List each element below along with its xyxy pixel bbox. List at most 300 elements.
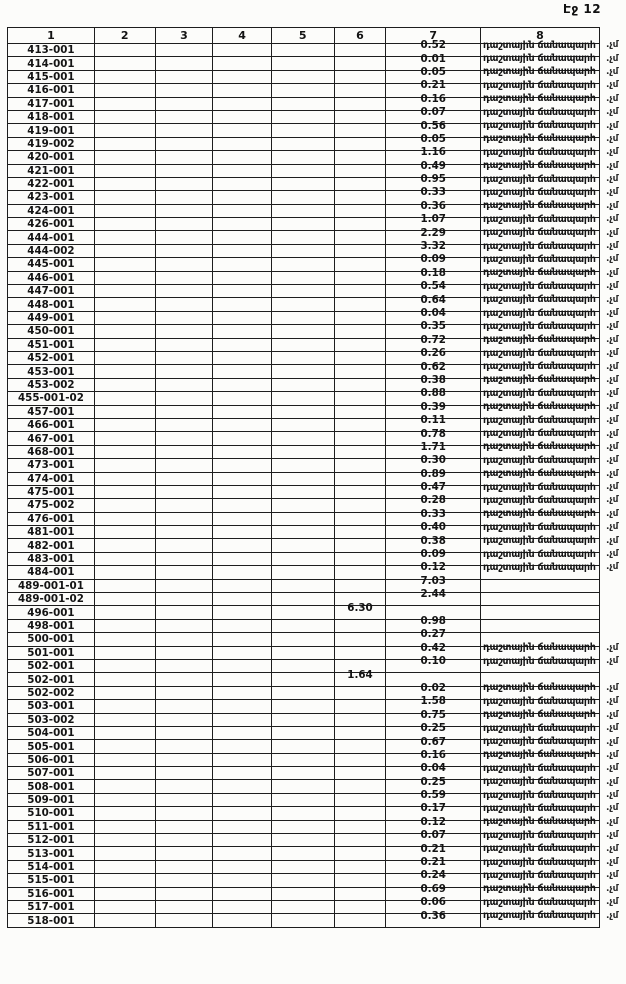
cell-col4	[213, 57, 272, 70]
cell-land-use-text: դաշտային ճանապարհ	[483, 481, 596, 493]
cell-col2	[94, 244, 155, 257]
cell-col5	[271, 459, 334, 472]
cell-col4	[213, 767, 272, 780]
cell-parcel-id-text: 422-001	[27, 178, 75, 191]
cell-land-use-text: դաշտային ճանապարհ	[483, 548, 596, 560]
cell-col5	[271, 860, 334, 873]
margin-note-text: .չմ	[605, 682, 619, 693]
cell-parcel-id	[8, 459, 95, 472]
cell-col5	[271, 901, 334, 914]
cell-col5	[271, 820, 334, 833]
cell-land-use-text: դաշտային ճանապարհ	[483, 521, 596, 533]
cell-col3	[155, 539, 213, 552]
margin-note-text: .չմ	[605, 241, 619, 252]
cell-parcel-id	[8, 177, 95, 190]
cell-col4	[213, 44, 272, 57]
cell-col2	[94, 218, 155, 231]
cell-col4	[213, 365, 272, 378]
cell-parcel-id	[8, 512, 95, 525]
cell-col4	[213, 793, 272, 806]
margin-note-text: .չմ	[605, 321, 619, 332]
cell-col5	[271, 258, 334, 271]
cell-col4	[213, 177, 272, 190]
margin-note-text: .չմ	[605, 749, 619, 760]
cell-land-use-text: դաշտային ճանապարհ	[483, 53, 596, 65]
margin-note	[599, 910, 625, 927]
margin-note	[599, 562, 625, 579]
table-row	[8, 606, 626, 619]
margin-note-text: .չմ	[605, 147, 619, 158]
cell-col7-value-text: 0.25	[420, 775, 446, 788]
cell-parcel-id-text: 451-001	[27, 338, 75, 351]
cell-col2	[94, 271, 155, 284]
cell-col7-value-text: 0.25	[420, 722, 446, 735]
cell-col4	[213, 378, 272, 391]
cell-col7-value-text: 0.33	[420, 507, 446, 520]
cell-col4	[213, 137, 272, 150]
margin-note-text: .չմ	[605, 897, 619, 908]
cell-parcel-id	[8, 793, 95, 806]
cell-col2	[94, 593, 155, 606]
cell-land-use-text: դաշտային ճանապարհ	[483, 267, 596, 279]
cell-parcel-id	[8, 124, 95, 137]
cell-col7-value-text: 0.17	[420, 802, 446, 815]
cell-col5	[271, 593, 334, 606]
cell-col4	[213, 847, 272, 860]
cell-col7-value-text: 0.54	[420, 280, 446, 293]
cell-col7-value-text: 0.06	[420, 896, 446, 909]
cell-col4	[213, 807, 272, 820]
cell-col7-value-text: 0.12	[420, 561, 446, 574]
cell-parcel-id-text: 414-001	[27, 57, 75, 70]
margin-note	[599, 593, 625, 606]
cell-col2	[94, 311, 155, 324]
cell-col5	[271, 686, 334, 699]
margin-note-text: .չմ	[605, 361, 619, 372]
margin-note-text: .չմ	[605, 334, 619, 345]
cell-col5	[271, 44, 334, 57]
cell-col2	[94, 151, 155, 164]
cell-col7-value-text: 0.12	[420, 815, 446, 828]
cell-parcel-id	[8, 57, 95, 70]
cell-col6-value	[334, 914, 386, 927]
cell-col4	[213, 405, 272, 418]
cell-col5	[271, 231, 334, 244]
cell-parcel-id-text: 452-001	[27, 352, 75, 365]
cell-col7-value-text: 0.75	[420, 708, 446, 721]
cell-land-use-text: դաշտային ճանապարհ	[483, 93, 596, 105]
cell-land-use-text: դաշտային ճանապարհ	[483, 307, 596, 319]
cell-col3	[155, 633, 213, 646]
cell-col6-value	[334, 97, 386, 110]
cell-parcel-id	[8, 646, 95, 659]
margin-note-text: .չմ	[605, 294, 619, 305]
cell-col6-value	[334, 258, 386, 271]
cell-col6-value	[334, 485, 386, 498]
cell-col6-value	[334, 392, 386, 405]
cell-col5	[271, 566, 334, 579]
cell-col3	[155, 84, 213, 97]
cell-land-use-text: դաշտային ճանապարհ	[483, 508, 596, 520]
cell-col7-value-text: 2.29	[420, 226, 446, 239]
cell-col6-value	[334, 44, 386, 57]
cell-col5	[271, 673, 334, 686]
cell-col3	[155, 526, 213, 539]
cell-col4	[213, 258, 272, 271]
cell-parcel-id	[8, 686, 95, 699]
cell-parcel-id-text: 446-001	[27, 271, 75, 284]
cell-land-use-text: դաշտային ճանապարհ	[483, 120, 596, 132]
margin-note-text: .չմ	[605, 53, 619, 64]
cell-land-use	[481, 561, 600, 579]
cell-parcel-id	[8, 44, 95, 57]
margin-note-text: .չմ	[605, 495, 619, 506]
cell-col5	[271, 177, 334, 190]
margin-note-text: .չմ	[605, 642, 619, 653]
cell-parcel-id-text: 423-001	[27, 191, 75, 204]
cell-col2	[94, 887, 155, 900]
cell-col7-value-text: 0.24	[420, 869, 446, 882]
cell-col7-value-text: 0.40	[420, 521, 446, 534]
cell-col2	[94, 633, 155, 646]
cell-land-use-text: դաշտային ճանապարհ	[483, 414, 596, 426]
cell-col5	[271, 137, 334, 150]
cell-col6-value	[334, 472, 386, 485]
cell-parcel-id-text: 514-001	[27, 861, 75, 874]
table-row	[8, 566, 626, 579]
cell-col6-value	[334, 271, 386, 284]
margin-note-text: .չմ	[605, 830, 619, 841]
cell-col5	[271, 633, 334, 646]
cell-parcel-id	[8, 84, 95, 97]
cell-col3	[155, 593, 213, 606]
cell-parcel-id-text: 416-001	[27, 84, 75, 97]
cell-col7-value-text: 0.10	[420, 655, 446, 668]
cell-land-use-text: դաշտային ճանապարհ	[483, 146, 596, 158]
cell-land-use-text: դաշտային ճանապարհ	[483, 294, 596, 306]
column-header-8: 8	[481, 28, 600, 44]
cell-land-use	[481, 593, 600, 606]
cell-col7-value-text: 1.07	[420, 213, 446, 226]
cell-col5	[271, 97, 334, 110]
cell-col4	[213, 124, 272, 137]
cell-col3	[155, 392, 213, 405]
cell-col7-value-text: 0.35	[420, 320, 446, 333]
cell-parcel-id	[8, 874, 95, 887]
cell-col4	[213, 351, 272, 364]
cell-parcel-id	[8, 418, 95, 431]
cell-col4	[213, 552, 272, 565]
cell-col5	[271, 164, 334, 177]
cell-col3	[155, 97, 213, 110]
cell-col2	[94, 44, 155, 57]
cell-parcel-id	[8, 271, 95, 284]
cell-land-use-text: դաշտային ճանապարհ	[483, 869, 596, 881]
cell-col2	[94, 258, 155, 271]
cell-parcel-id-text: 475-001	[27, 486, 75, 499]
cell-col6-value	[334, 418, 386, 431]
cell-parcel-id	[8, 378, 95, 391]
cell-parcel-id-text: 496-001	[27, 606, 75, 619]
cell-col2	[94, 231, 155, 244]
cell-col3	[155, 646, 213, 659]
margin-note-text: .չմ	[605, 709, 619, 720]
cell-parcel-id-text: 413-001	[27, 44, 75, 57]
cell-col2	[94, 177, 155, 190]
cell-col2	[94, 566, 155, 579]
table-row	[8, 619, 626, 632]
cell-col4	[213, 110, 272, 123]
cell-col3	[155, 177, 213, 190]
cell-col2	[94, 110, 155, 123]
cell-land-use-text: դաշտային ճանապարհ	[483, 749, 596, 761]
cell-col2	[94, 392, 155, 405]
cell-col4	[213, 740, 272, 753]
cell-col7-value-text: 0.88	[420, 387, 446, 400]
cell-parcel-id-text: 501-001	[27, 646, 75, 659]
cell-parcel-id	[8, 445, 95, 458]
cell-col5	[271, 365, 334, 378]
cell-col3	[155, 110, 213, 123]
cell-col4	[213, 204, 272, 217]
cell-col2	[94, 97, 155, 110]
cell-col4	[213, 914, 272, 927]
cell-parcel-id	[8, 740, 95, 753]
cell-land-use-text: դաշտային ճանապարհ	[483, 173, 596, 185]
cell-parcel-id	[8, 338, 95, 351]
cell-parcel-id	[8, 767, 95, 780]
cell-col2	[94, 834, 155, 847]
cell-col3	[155, 887, 213, 900]
cell-col3	[155, 378, 213, 391]
cell-col6-value	[334, 285, 386, 298]
cell-col5	[271, 218, 334, 231]
cell-parcel-id-text: 481-001	[27, 526, 75, 539]
cell-col6-value	[334, 552, 386, 565]
cell-parcel-id	[8, 847, 95, 860]
cell-land-use-text: դաշտային ճանապարհ	[483, 561, 596, 573]
cell-parcel-id	[8, 914, 95, 927]
cell-col3	[155, 472, 213, 485]
cell-parcel-id	[8, 539, 95, 552]
cell-land-use	[481, 606, 600, 619]
margin-note-text: .չմ	[605, 816, 619, 827]
cell-col4	[213, 874, 272, 887]
cell-col6-value	[334, 432, 386, 445]
cell-col4	[213, 418, 272, 431]
cell-col3	[155, 418, 213, 431]
cell-col2	[94, 445, 155, 458]
cell-col6-value	[334, 807, 386, 820]
cell-col2	[94, 579, 155, 592]
cell-col4	[213, 539, 272, 552]
cell-land-use-text: դաշտային ճանապարհ	[483, 789, 596, 801]
margin-note-text: .չմ	[605, 348, 619, 359]
cell-parcel-id-text: 417-001	[27, 97, 75, 110]
cell-col7-value-text: 0.11	[420, 414, 446, 427]
cell-col4	[213, 459, 272, 472]
cell-parcel-id-text: 503-002	[27, 713, 75, 726]
cell-land-use-text: դաշտային ճանապարհ	[483, 802, 596, 814]
cell-col2	[94, 619, 155, 632]
cell-col4	[213, 713, 272, 726]
cell-col2	[94, 646, 155, 659]
cell-col5	[271, 887, 334, 900]
cell-col6-value	[334, 151, 386, 164]
cell-col6-value	[334, 579, 386, 592]
cell-col3	[155, 606, 213, 619]
cell-parcel-id-text: 457-001	[27, 405, 75, 418]
cell-land-use-text: դաշտային ճանապարհ	[483, 240, 596, 252]
margin-note-text: .չմ	[605, 736, 619, 747]
cell-col4	[213, 485, 272, 498]
cell-col6-value	[334, 686, 386, 699]
cell-col7-value-text: 0.36	[420, 909, 446, 922]
cell-col3	[155, 311, 213, 324]
cell-parcel-id-text: 424-001	[27, 204, 75, 217]
cell-parcel-id-text: 504-001	[27, 727, 75, 740]
cell-land-use-text: դաշտային ճանապարհ	[483, 441, 596, 453]
cell-col2	[94, 606, 155, 619]
cell-col5	[271, 405, 334, 418]
cell-col4	[213, 338, 272, 351]
cell-col5	[271, 793, 334, 806]
margin-note-text: .չմ	[605, 910, 619, 921]
cell-col6-value	[334, 753, 386, 766]
cell-parcel-id-text: 415-001	[27, 70, 75, 83]
cell-col6-value	[334, 124, 386, 137]
cell-col3	[155, 579, 213, 592]
cell-col5	[271, 646, 334, 659]
cell-parcel-id-text: 510-001	[27, 807, 75, 820]
cell-parcel-id-text: 447-001	[27, 285, 75, 298]
cell-col7-value-text: 0.72	[420, 333, 446, 346]
cell-parcel-id	[8, 472, 95, 485]
cell-col7-value-text: 0.21	[420, 856, 446, 869]
cell-col3	[155, 151, 213, 164]
margin-note-text: .չմ	[605, 281, 619, 292]
cell-col3	[155, 204, 213, 217]
cell-col7-value-text: 0.02	[420, 681, 446, 694]
cell-land-use-text: դաշտային ճանապարհ	[483, 374, 596, 386]
cell-land-use-text: դաշտային ճանապարհ	[483, 829, 596, 841]
cell-col3	[155, 218, 213, 231]
cell-col3	[155, 780, 213, 793]
cell-col2	[94, 204, 155, 217]
cell-col3	[155, 285, 213, 298]
cell-land-use	[481, 910, 600, 927]
cell-col6-value	[334, 668, 386, 686]
cell-col4	[213, 392, 272, 405]
cell-land-use	[481, 619, 600, 632]
cell-land-use-text: դաշտային ճանապարհ	[483, 253, 596, 265]
cell-col4	[213, 820, 272, 833]
cell-col4	[213, 646, 272, 659]
cell-col5	[271, 110, 334, 123]
cell-land-use-text: դաշտային ճանապարհ	[483, 722, 596, 734]
table-row	[8, 579, 626, 592]
cell-land-use-text: դաշտային ճանապարհ	[483, 642, 596, 654]
cell-col5	[271, 285, 334, 298]
cell-parcel-id	[8, 70, 95, 83]
cell-col2	[94, 84, 155, 97]
margin-note-text: .չմ	[605, 468, 619, 479]
cell-col7-value-text: 0.18	[420, 266, 446, 279]
cell-col4	[213, 834, 272, 847]
cell-parcel-id-text: 508-001	[27, 780, 75, 793]
cell-col7-value-text: 0.04	[420, 762, 446, 775]
cell-parcel-id-text: 448-001	[27, 298, 75, 311]
margin-note-text: .չմ	[605, 428, 619, 439]
cell-col5	[271, 191, 334, 204]
cell-col3	[155, 351, 213, 364]
cell-col3	[155, 70, 213, 83]
cell-land-use-text: դաշտային ճանապարհ	[483, 655, 596, 667]
cell-col3	[155, 244, 213, 257]
cell-col6-value	[334, 84, 386, 97]
cell-col5	[271, 619, 334, 632]
cell-col2	[94, 405, 155, 418]
cell-col3	[155, 700, 213, 713]
cell-col4	[213, 512, 272, 525]
cell-parcel-id	[8, 244, 95, 257]
margin-note-text: .չմ	[605, 254, 619, 265]
cell-parcel-id	[8, 860, 95, 873]
cell-col3	[155, 459, 213, 472]
cell-parcel-id	[8, 97, 95, 110]
cell-land-use-text: դաշտային ճանապարհ	[483, 883, 596, 895]
cell-col6-value	[334, 767, 386, 780]
cell-col2	[94, 298, 155, 311]
cell-col3	[155, 874, 213, 887]
cell-col5	[271, 84, 334, 97]
cell-parcel-id	[8, 204, 95, 217]
cell-parcel-id-text: 500-001	[27, 633, 75, 646]
column-header-7: 7	[386, 28, 481, 44]
cell-parcel-id	[8, 780, 95, 793]
cell-col3	[155, 793, 213, 806]
cell-land-use-text: դաշտային ճանապարհ	[483, 535, 596, 547]
cell-col6-value	[334, 445, 386, 458]
cell-col3	[155, 914, 213, 927]
cell-col7-value-text: 1.16	[420, 146, 446, 159]
cell-land-use-text: դաշտային ճանապարհ	[483, 776, 596, 788]
column-header-2: 2	[94, 28, 155, 44]
cell-col3	[155, 552, 213, 565]
cell-land-use-text: դաշտային ճանապարհ	[483, 709, 596, 721]
cell-land-use-text: դաշտային ճանապարհ	[483, 401, 596, 413]
cell-col6-value	[334, 177, 386, 190]
cell-parcel-id-text: 502-002	[27, 686, 75, 699]
cell-col5	[271, 244, 334, 257]
cell-parcel-id	[8, 485, 95, 498]
cell-col7-value-text: 0.62	[420, 360, 446, 373]
cell-col2	[94, 874, 155, 887]
cell-col2	[94, 432, 155, 445]
cell-parcel-id	[8, 351, 95, 364]
cell-col2	[94, 901, 155, 914]
margin-note-text: .չմ	[605, 803, 619, 814]
cell-col7-value-text: 0.89	[420, 467, 446, 480]
cell-col6-value	[334, 137, 386, 150]
cell-land-use-text: դաշտային ճանապարհ	[483, 843, 596, 855]
cell-parcel-id-text: 450-001	[27, 325, 75, 338]
cell-col4	[213, 84, 272, 97]
cell-col2	[94, 726, 155, 739]
table-body	[8, 39, 626, 928]
cell-parcel-id-text: 466-001	[27, 419, 75, 432]
cell-col7-value-text: 0.38	[420, 373, 446, 386]
